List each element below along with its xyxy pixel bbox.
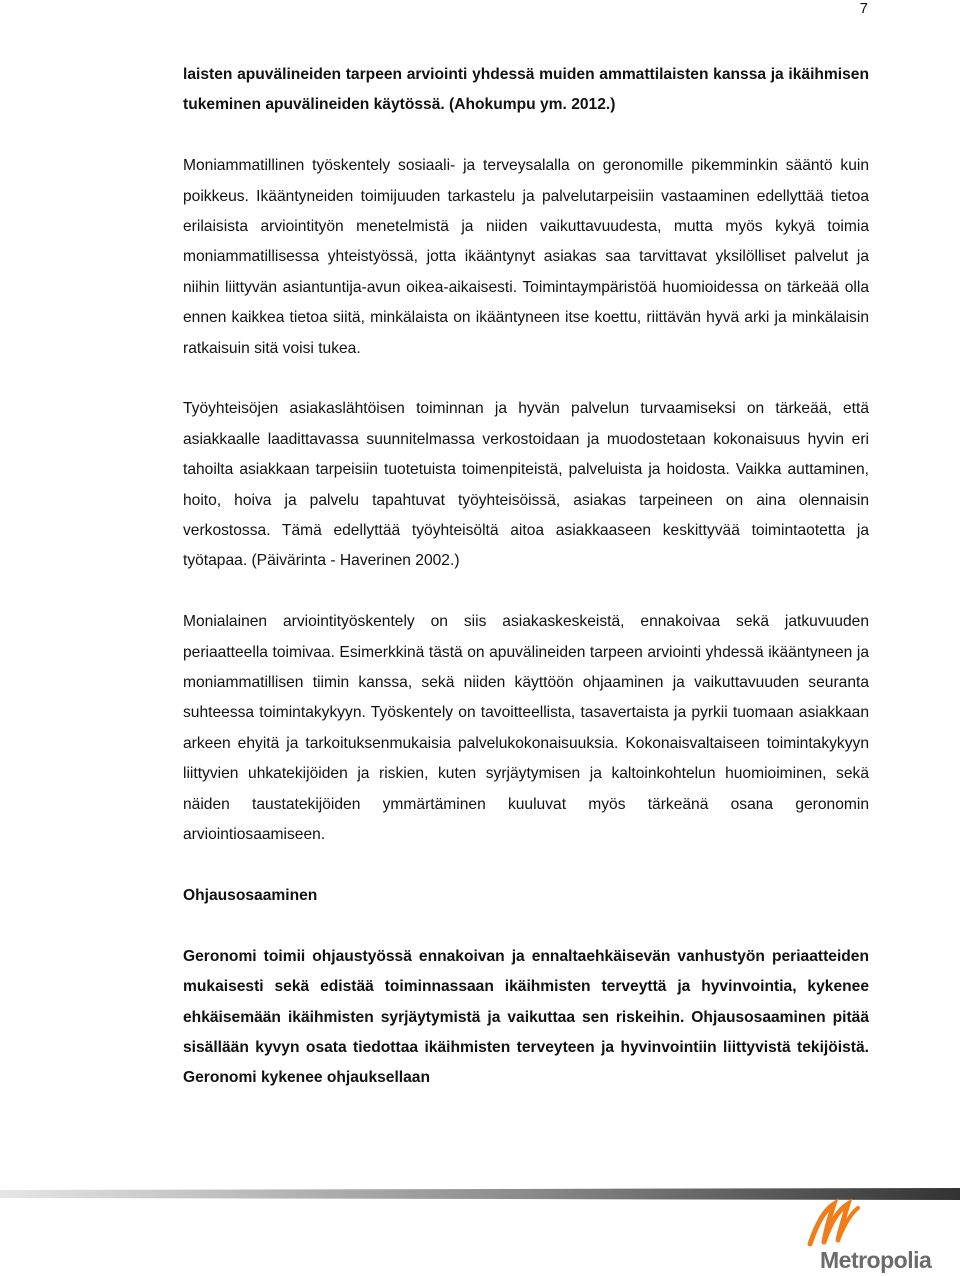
metropolia-logo	[790, 1196, 930, 1276]
paragraph-monialainen: Monialainen arviointityöskentely on siis asiakaskeskeistä, ennakoivaa sekä jatkuvuuden periaatteella toimivaa. Esimerkkinä tästä on apuvälineiden tarpeen arviointi yhdessä ikääntyneen ja moniammatillisen tiimin kanssa, sekä niiden käyttöön ohjaaminen ja vaikuttavuuden seuranta suhteessa toimintakykyyn. Työskentely on tavoitteellista, tasavertaista ja pyrkii tuomaan asiakkaan arkeen ehyitä ja tarkoituksenmukaisia palvelukokonaisuuksia. Kokonaisvaltaiseen toimintakykyyn liittyvien uhkatekijöiden ja riskien, kuten syrjäytymisen ja kaltoinkohtelun huomioiminen, sekä näiden taustatekijöiden ymmärtäminen kuuluvat myös tärkeänä osana geronomin arviointiosaamiseen.	[183, 613, 869, 844]
logo-wordmark: Metropolia	[820, 1247, 932, 1273]
section-heading: Ohjausosaaminen	[183, 886, 318, 904]
paragraph-apuvalineet: laisten apuvälineiden tarpeen arviointi yhdessä muiden ammattilaisten kanssa ja ikäihmisen tukeminen apuvälineiden käytössä. (Ahokumpu ym. 2012.)	[183, 66, 869, 114]
paragraph-moniammatillinen: Moniammatillinen työskentely sosiaali- ja terveysalalla on geronomille pikemminkin sääntö kuin poikkeus. Ikääntyneiden toimijuuden tarkastelu ja palvelutarpeisiin vastaaminen edellyttää tietoa erilaisista arviointityön menetelmistä ja niiden vaikuttavuudesta, mutta myös kykyä toimia moniammatillisessa yhteistyössä, jotta ikääntynyt asiakas saa tarvittavat yksilölliset palvelut ja niihin liittyvän asiantuntija-avun oikea-aikaisesti. Toimintaympäristöä huomioidessa on tärkeää olla ennen kaikkea tietoa siitä, minkälaista on ikääntyneen itse koettu, riittävän hyvä arki ja minkälaisin ratkaisuin sitä voisi tukea.	[183, 157, 869, 357]
paragraph-ohjausosaaminen: Geronomi toimii ohjaustyössä ennakoivan ja ennaltaehkäisevän vanhustyön periaatteiden mukaisesti sekä edistää toiminnassaan ikäihmisten terveyttä ja hyvinvointia, kykenee ehkäisemään ikäihmisten syrjäytymistä ja vaikuttaa sen riskeihin. Ohjausosaaminen pitää sisällään kyvyn osata tiedottaa ikäihmisten terveyteen ja hyvinvointiin liittyvistä tekijöistä. Geronomi kykenee ohjauksellaan	[183, 947, 869, 1087]
page-number: 7	[859, 0, 868, 17]
paragraph-tyoyhteisot: Työyhteisöjen asiakaslähtöisen toiminnan ja hyvän palvelun turvaamiseksi on tärkeää, että asiakkaalle laadittavassa suunnitelmassa verkostoidaan ja muodostetaan kokonaisuus hyvin eri tahoilta asiakkaan tarpeisiin tuotetuista toimenpiteistä, palveluista ja hoidosta. Vaikka auttaminen, hoito, hoiva ja palvelu tapahtuvat työyhteisöissä, asiakas tarpeineen on aina olennaisin verkostossa. Tämä edellyttää työyhteisöltä aitoa asiakkaaseen keskittyvää toimintaotetta ja työtapaa. (Päivärinta - Haverinen 2002.)	[183, 400, 869, 570]
document-body	[183, 60, 869, 1094]
